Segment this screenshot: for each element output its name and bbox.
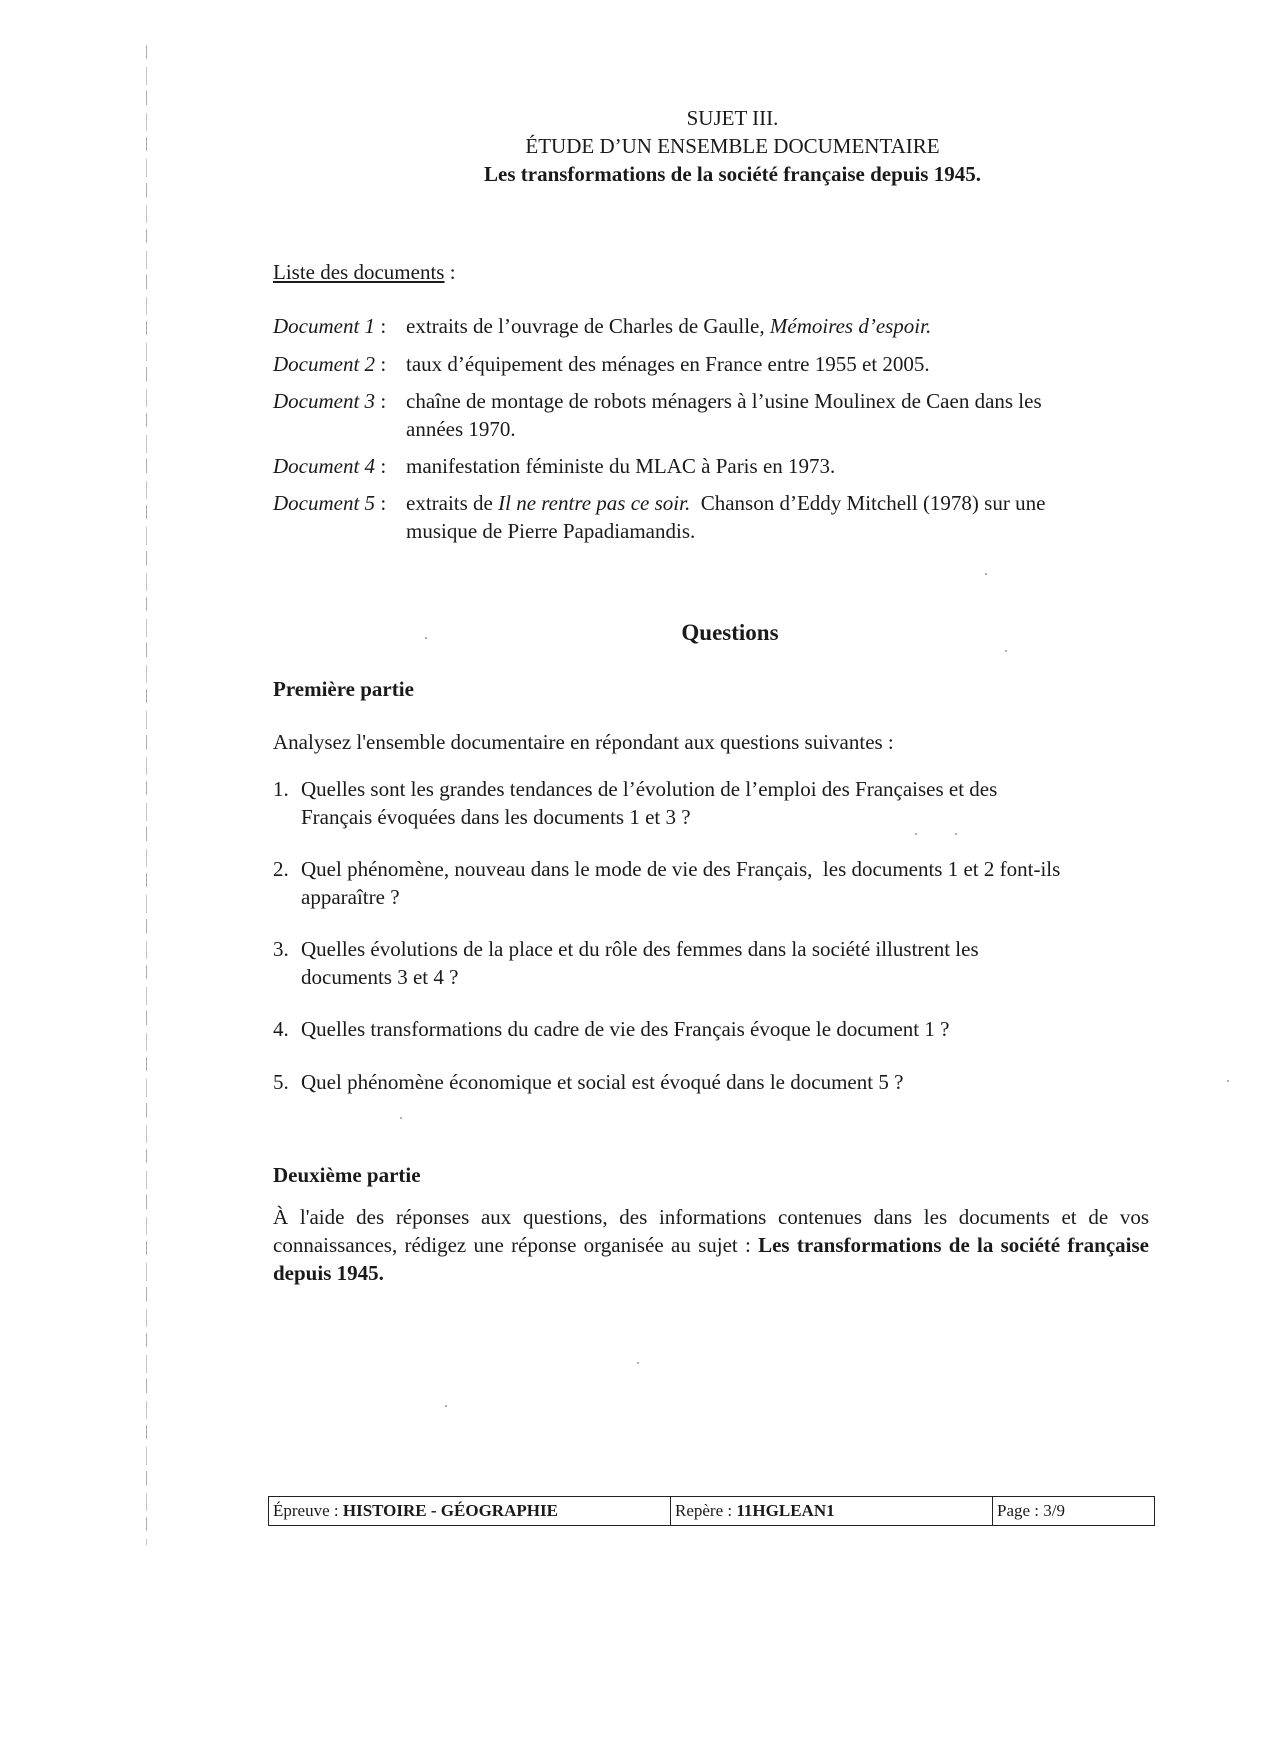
question-text: Quel phénomène économique et social est évoqué dans le document 5 ? — [301, 1070, 904, 1094]
document-description: taux d’équipement des ménages en France entre 1955 et 2005. — [406, 352, 930, 376]
footer-exam: Épreuve : HISTOIRE - GÉOGRAPHIE — [269, 1497, 671, 1525]
document-description: chaîne de montage de robots ménagers à l’usine Moulinex de Caen dans les années 1970. — [406, 389, 1042, 441]
scan-speck — [637, 1362, 639, 1364]
part-2-instructions: À l'aide des réponses aux questions, des informations contenues dans les documents et de vos connaissances, rédigez une réponse organisée au sujet : Les transformations de la société française depuis 1945. — [273, 1205, 1149, 1285]
document-label: Document 3 : — [273, 389, 387, 413]
question-number: 2. — [273, 857, 289, 881]
questions-title: Questions — [681, 620, 779, 645]
footer-page: Page : 3/9 — [997, 1501, 1065, 1520]
document-label: Document 1 : — [273, 314, 387, 338]
document-label: Document 4 : — [273, 454, 387, 478]
scan-speck — [915, 833, 917, 835]
question-number: 1. — [273, 777, 289, 801]
question-number: 5. — [273, 1070, 289, 1094]
part-1-title: Première partie — [273, 677, 414, 701]
question-text: Quelles transformations du cadre de vie des Français évoque le document 1 ? — [301, 1017, 950, 1041]
exam-footer — [268, 1496, 1155, 1526]
scan-speck — [1005, 650, 1007, 652]
document-description: extraits de l’ouvrage de Charles de Gaulle, Mémoires d’espoir. — [406, 314, 932, 338]
document-list-title: Liste des documents : — [273, 260, 456, 284]
question-number: 3. — [273, 937, 289, 961]
document-list-title-text: Liste des documents — [273, 260, 445, 284]
question-number: 4. — [273, 1017, 289, 1041]
subject-number: SUJET III. — [686, 106, 779, 130]
footer-reference: Repère : 11HGLEAN1 — [671, 1497, 993, 1525]
scan-edge-mark — [146, 45, 147, 1545]
exercise-type: ÉTUDE D’UN ENSEMBLE DOCUMENTAIRE — [525, 134, 940, 158]
subject-header — [420, 104, 1045, 188]
question-text: Quelles évolutions de la place et du rôle des femmes dans la société illustrent les documents 3 et 4 ? — [301, 937, 979, 989]
document-description: extraits de Il ne rentre pas ce soir. Chanson d’Eddy Mitchell (1978) sur une musique de Pierre Papadiamandis. — [406, 491, 1046, 543]
question-text: Quelles sont les grandes tendances de l’évolution de l’emploi des Françaises et des Français évoquées dans les documents 1 et 3 ? — [301, 777, 998, 829]
scan-speck — [400, 1117, 402, 1119]
part-1-intro: Analysez l'ensemble documentaire en répondant aux questions suivantes : — [273, 730, 894, 754]
scan-speck — [985, 573, 987, 575]
part-2-title: Deuxième partie — [273, 1163, 421, 1187]
document-description: manifestation féministe du MLAC à Paris en 1973. — [406, 454, 836, 478]
part-2-subject: Les transformations de la société française depuis 1945. — [273, 1233, 1149, 1285]
document-label: Document 5 : — [273, 491, 387, 515]
scan-speck — [1227, 1080, 1229, 1082]
scan-speck — [445, 1405, 447, 1407]
scan-speck — [425, 637, 427, 639]
document-label: Document 2 : — [273, 352, 387, 376]
scan-speck — [955, 833, 957, 835]
question-text: Quel phénomène, nouveau dans le mode de vie des Français, les documents 1 et 2 font-ils apparaître ? — [301, 857, 1061, 909]
subject-theme: Les transformations de la société française depuis 1945. — [484, 162, 981, 186]
